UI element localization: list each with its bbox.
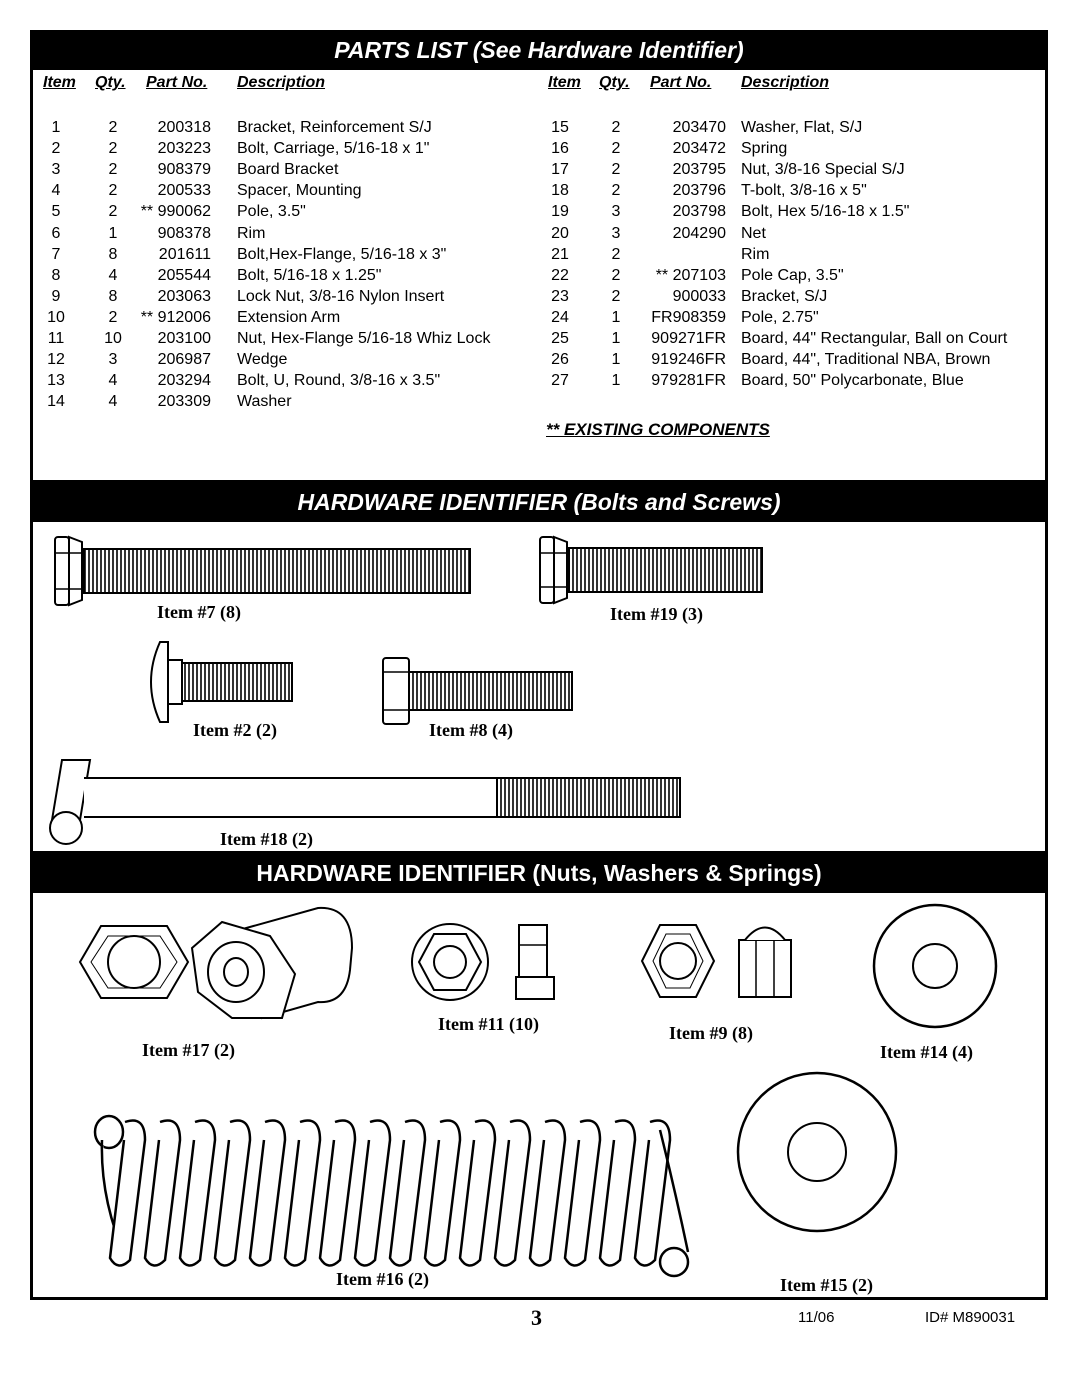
part-number: 203796 [672, 182, 726, 200]
item-number: 5 [51, 203, 61, 221]
item-number: 14 [47, 393, 65, 411]
item-18-label: Item #18 (2) [220, 829, 313, 849]
quantity: 1 [611, 351, 621, 369]
item-number: 9 [51, 287, 61, 305]
item-8-label: Item #8 (4) [429, 720, 513, 740]
quantity: 1 [108, 224, 118, 242]
quantity: 4 [108, 266, 118, 284]
quantity: 1 [611, 308, 621, 326]
item-18-t-bolt-icon [50, 760, 680, 844]
quantity: 1 [611, 372, 621, 390]
part-number: 205544 [157, 266, 211, 284]
quantity: 4 [108, 372, 118, 390]
quantity: 2 [108, 161, 118, 179]
item-number: 19 [551, 203, 569, 221]
part-number: 908378 [157, 224, 211, 242]
part-number: 900033 [672, 287, 726, 305]
item-2-label: Item #2 (2) [193, 720, 277, 740]
description: Board, 44", Traditional NBA, Brown [741, 351, 991, 369]
item-number: 8 [51, 266, 61, 284]
description: Bracket, Reinforcement S/J [237, 119, 432, 136]
item-number: 16 [551, 140, 569, 158]
quantity: 3 [108, 351, 118, 369]
description: Bolt,Hex-Flange, 5/16-18 x 3" [237, 245, 447, 263]
item-19-label: Item #19 (3) [610, 604, 703, 624]
item-7-bolt-icon [55, 537, 470, 605]
item-number: 20 [551, 224, 569, 242]
description: Board, 44" Rectangular, Ball on Court [741, 330, 1008, 347]
quantity: 2 [611, 119, 621, 136]
part-number: 203223 [157, 140, 211, 158]
part-number: 206987 [157, 351, 211, 369]
item-number: 26 [551, 351, 569, 369]
existing-components-note: ** EXISTING COMPONENTS [546, 420, 770, 439]
quantity: 2 [108, 182, 118, 200]
part-number: 203472 [672, 140, 726, 158]
header-description: Description [237, 74, 326, 91]
item-14-label: Item #14 (4) [880, 1042, 973, 1062]
quantity: 3 [611, 203, 621, 221]
description: Pole, 3.5" [237, 203, 306, 221]
description: Bolt, U, Round, 3/8-16 x 3.5" [237, 372, 441, 390]
item-number: 13 [47, 372, 65, 390]
nuts-section-title: HARDWARE IDENTIFIER (Nuts, Washers & Springs) [30, 853, 1048, 893]
item-number: 27 [551, 372, 569, 390]
item-number: 2 [51, 140, 61, 158]
description: Net [741, 224, 766, 242]
item-number: 24 [551, 308, 569, 326]
quantity: 2 [611, 245, 621, 263]
quantity: 3 [611, 224, 621, 242]
item-16-label: Item #16 (2) [336, 1269, 429, 1289]
part-number: 201611 [158, 245, 211, 263]
description: Bolt, Hex 5/16-18 x 1.5" [741, 203, 910, 221]
item-16-spring-icon [95, 1116, 688, 1276]
description: Pole, 2.75" [741, 308, 819, 326]
header-item: Item [43, 74, 76, 91]
description: T-bolt, 3/8-16 x 5" [741, 182, 867, 200]
item-number: 1 [51, 119, 61, 136]
quantity: 2 [108, 140, 118, 158]
item-8-bolt-icon [383, 658, 572, 724]
description: Lock Nut, 3/8-16 Nylon Insert [237, 287, 445, 305]
bolts-section-title: HARDWARE IDENTIFIER (Bolts and Screws) [30, 482, 1048, 522]
item-19-bolt-icon [540, 537, 762, 603]
description: Bolt, 5/16-18 x 1.25" [237, 266, 382, 284]
item-number: 22 [551, 266, 569, 284]
part-number: ** 207103 [655, 266, 726, 284]
item-11-flange-nut-icon [412, 924, 554, 1000]
header-part: Part No. [146, 74, 208, 91]
part-number: 979281FR [651, 372, 726, 390]
quantity: 2 [611, 140, 621, 158]
quantity: 2 [108, 119, 118, 136]
part-number: 203795 [672, 161, 726, 179]
quantity: 2 [108, 308, 118, 326]
item-15-label: Item #15 (2) [780, 1275, 873, 1295]
part-number: 203309 [157, 393, 211, 411]
item-number: 25 [551, 330, 569, 347]
quantity: 2 [611, 266, 621, 284]
item-7-label: Item #7 (8) [157, 602, 241, 622]
item-number: 10 [47, 308, 65, 326]
part-number: 908379 [157, 161, 211, 179]
page-number: 3 [531, 1305, 542, 1330]
description: Washer [237, 393, 292, 411]
item-15-flat-washer-icon [738, 1073, 896, 1231]
quantity: 2 [611, 287, 621, 305]
part-number: 203470 [672, 119, 726, 136]
description: Wedge [237, 351, 288, 369]
quantity: 1 [611, 330, 621, 347]
item-14-washer-icon [874, 905, 996, 1027]
part-number: 200318 [157, 119, 211, 136]
revision-date: 11/06 [798, 1309, 835, 1326]
description: Bolt, Carriage, 5/16-18 x 1" [237, 140, 430, 158]
item-number: 6 [51, 224, 61, 242]
part-number: 200533 [157, 182, 211, 200]
item-17-label: Item #17 (2) [142, 1040, 235, 1060]
item-number: 7 [51, 245, 61, 263]
description: Nut, 3/8-16 Special S/J [741, 161, 905, 179]
item-number: 18 [551, 182, 569, 200]
parts-list-title: PARTS LIST (See Hardware Identifier) [30, 30, 1048, 70]
part-number: ** 990062 [140, 203, 211, 221]
item-number: 3 [51, 161, 61, 179]
item-number: 23 [551, 287, 569, 305]
part-number: 204290 [672, 224, 726, 242]
quantity: 8 [108, 287, 118, 305]
item-17-nut-front-icon [80, 926, 188, 998]
part-number: 203063 [157, 287, 211, 305]
description: Rim [237, 224, 266, 242]
part-number: 909271FR [651, 330, 726, 347]
part-number: 203798 [672, 203, 726, 221]
header-qty: Qty. [599, 74, 630, 91]
header-part: Part No. [650, 74, 712, 91]
description: Nut, Hex-Flange 5/16-18 Whiz Lock [237, 330, 491, 347]
description: Rim [741, 245, 770, 263]
quantity: 2 [611, 161, 621, 179]
part-number: 203100 [157, 330, 211, 347]
item-number: 15 [551, 119, 569, 136]
item-9-lock-nut-icon [642, 925, 791, 997]
item-2-carriage-bolt-icon [151, 642, 292, 722]
part-number: 203294 [157, 372, 211, 390]
item-number: 17 [551, 161, 569, 179]
part-number: 919246FR [651, 351, 726, 369]
header-description: Description [741, 74, 830, 91]
quantity: 2 [108, 203, 118, 221]
item-9-label: Item #9 (8) [669, 1023, 753, 1043]
item-number: 4 [51, 182, 61, 200]
item-17-nut-angled-icon [192, 908, 352, 1018]
description: Pole Cap, 3.5" [741, 266, 844, 284]
item-number: 21 [551, 245, 569, 263]
part-number: FR908359 [651, 308, 726, 326]
quantity: 4 [108, 393, 118, 411]
item-11-label: Item #11 (10) [438, 1014, 539, 1034]
description: Extension Arm [237, 308, 341, 326]
header-qty: Qty. [95, 74, 126, 91]
part-number: ** 912006 [140, 308, 211, 326]
description: Spacer, Mounting [237, 182, 362, 200]
description: Spring [741, 140, 788, 158]
header-item: Item [548, 74, 581, 91]
item-number: 12 [47, 351, 65, 369]
description: Board Bracket [237, 161, 339, 179]
quantity: 10 [104, 330, 122, 347]
document-id: ID# M890031 [925, 1309, 1016, 1326]
quantity: 8 [108, 245, 118, 263]
description: Board, 50" Polycarbonate, Blue [741, 372, 964, 390]
quantity: 2 [611, 182, 621, 200]
description: Bracket, S/J [741, 287, 828, 305]
item-number: 11 [47, 330, 65, 347]
description: Washer, Flat, S/J [741, 119, 863, 136]
